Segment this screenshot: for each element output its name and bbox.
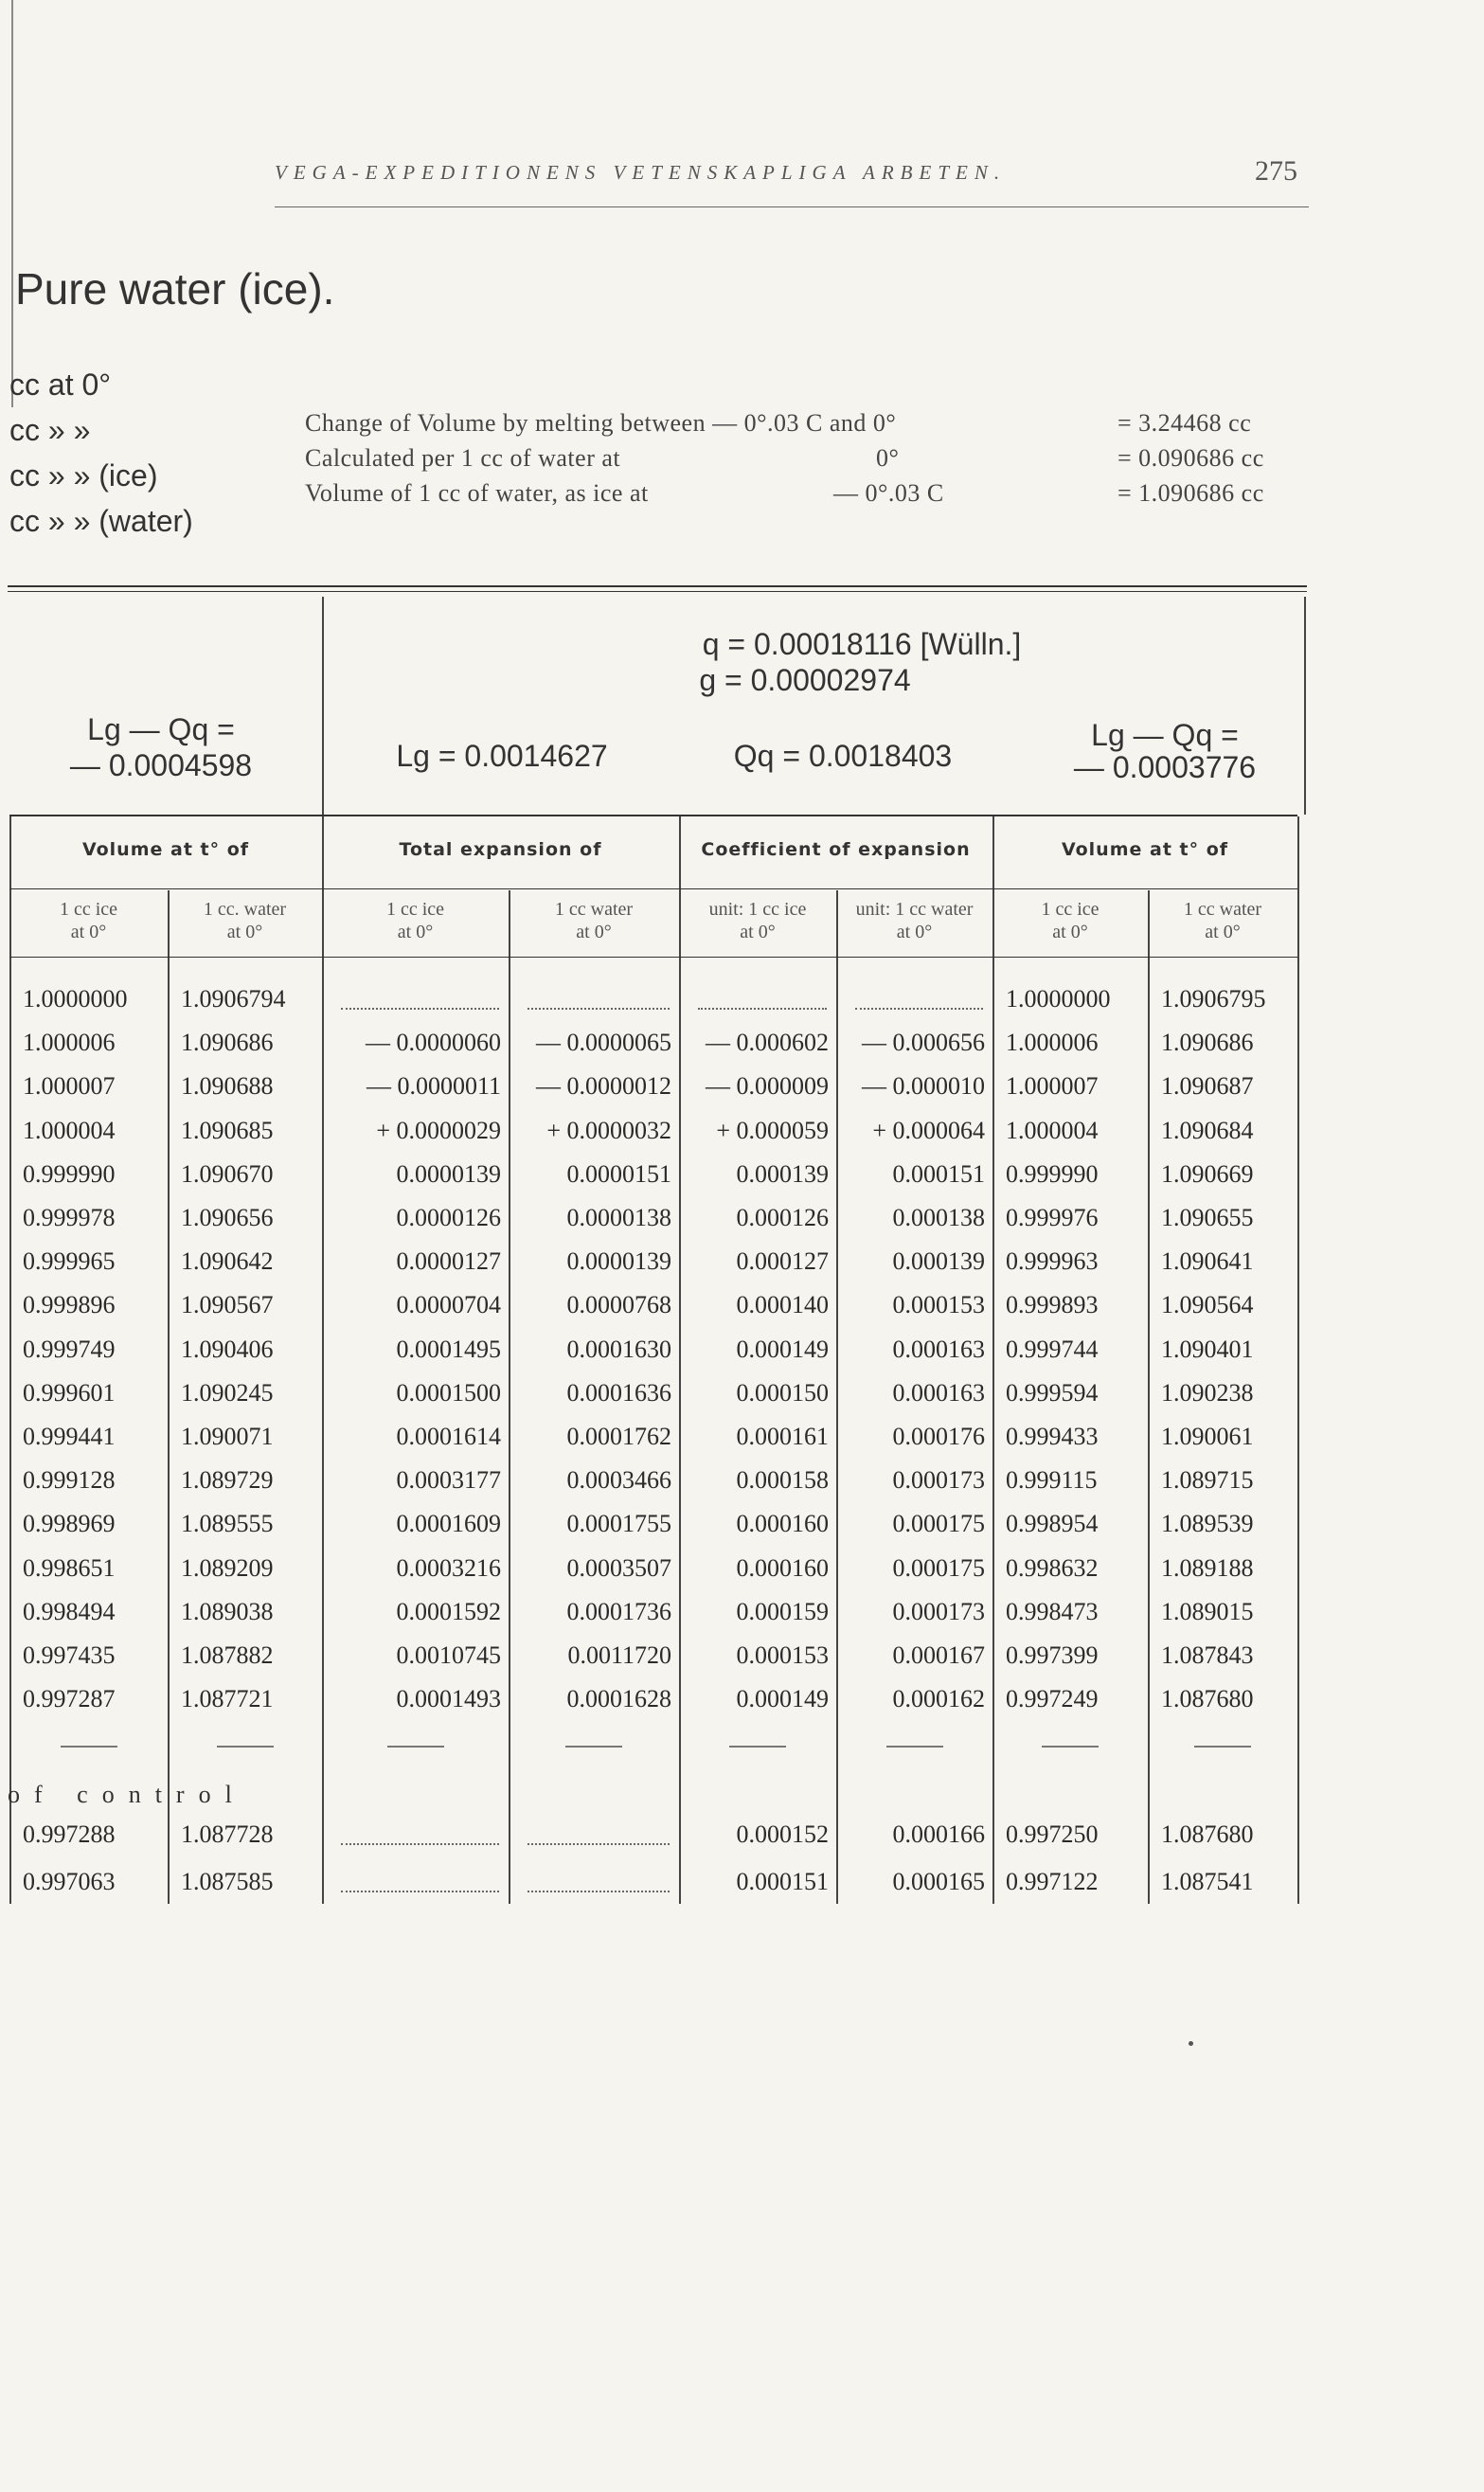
side-label: cc » » (water) (9, 504, 193, 538)
table-cell: 0.000127 (736, 1247, 829, 1276)
table-cell: 0.000151 (892, 1159, 985, 1188)
table-cell: 0.000150 (736, 1378, 829, 1407)
table-cell: 0.999744 (1006, 1335, 1099, 1363)
table-cell: 1.089038 (181, 1597, 274, 1625)
table-cell: 0.0003466 (566, 1466, 671, 1495)
table-cell: 1.000006 (1006, 1029, 1099, 1057)
column-divider (1148, 890, 1150, 1904)
table-cell: 0.0000704 (396, 1291, 501, 1319)
table-cell: 1.090655 (1161, 1204, 1254, 1231)
control-cell: 0.000151 (736, 1868, 829, 1895)
table-cell: 1.000007 (1006, 1072, 1099, 1101)
table-top-rule (8, 585, 1307, 587)
leader-dots (855, 1006, 983, 1010)
table-cell: 0.000162 (892, 1685, 985, 1713)
control-cell: 0.997250 (1006, 1820, 1099, 1848)
column-subheader: 1 cc. water at 0° (203, 899, 287, 942)
table-cell: 1.000004 (23, 1116, 116, 1144)
table-cell: 1.089188 (1161, 1553, 1254, 1582)
table-cell: 0.0000151 (566, 1159, 671, 1188)
column-end-dash (61, 1746, 117, 1748)
table-cell: 0.999893 (1006, 1291, 1099, 1319)
table-cell: 0.0010745 (396, 1641, 501, 1669)
table-cell: — 0.000602 (706, 1029, 829, 1057)
table-cell: 1.090245 (181, 1378, 274, 1407)
table-top-rule (8, 591, 1307, 592)
table-cell: 0.0000126 (396, 1204, 501, 1231)
subheader-bottom-rule (9, 957, 1297, 958)
table-cell: 1.090669 (1161, 1159, 1254, 1188)
table-cell: 0.0000138 (566, 1204, 671, 1231)
control-cell: 0.000165 (892, 1868, 985, 1895)
control-cell: 1.087680 (1161, 1820, 1254, 1848)
table-cell: 0.0001495 (396, 1335, 501, 1363)
table-cell: 0.0000768 (566, 1291, 671, 1319)
statement-text: Change of Volume by melting between — 0°.03 C and 0° (305, 409, 897, 437)
formula-left-value: — 0.0004598 (69, 748, 253, 782)
subheader-rule (9, 888, 1297, 889)
table-cell: 1.090071 (181, 1423, 274, 1450)
table-cell: 0.999441 (23, 1423, 116, 1450)
formula-left-label: Lg — Qq = (87, 712, 235, 746)
table-cell: 1.000004 (1006, 1116, 1099, 1144)
table-cell: 1.0906795 (1161, 985, 1266, 1013)
table-cell: 1.090685 (181, 1116, 274, 1144)
control-cell: 0.000166 (892, 1820, 985, 1848)
table-cell: 0.000138 (892, 1204, 985, 1231)
table-cell: 0.000175 (892, 1553, 985, 1582)
table-cell: 0.000163 (892, 1378, 985, 1407)
table-cell: 1.090686 (181, 1029, 274, 1057)
column-subheader: 1 cc water at 0° (1183, 899, 1262, 942)
table-cell: 1.090656 (181, 1204, 274, 1231)
table-cell: — 0.000010 (862, 1072, 985, 1101)
table-cell: 0.999990 (23, 1159, 116, 1188)
table-cell: 0.999896 (23, 1291, 116, 1319)
table-cell: 0.000159 (736, 1597, 829, 1625)
table-cell: 0.000158 (736, 1466, 829, 1495)
column-end-dash (217, 1746, 274, 1748)
table-cell: 1.090567 (181, 1291, 274, 1319)
column-divider (1297, 816, 1299, 1904)
table-cell: 0.999990 (1006, 1159, 1099, 1188)
table-cell: 1.090688 (181, 1072, 274, 1101)
control-cell: 1.087585 (181, 1868, 274, 1895)
column-divider (992, 1820, 994, 1902)
table-cell: 0.998954 (1006, 1510, 1099, 1538)
table-cell: 0.000153 (892, 1291, 985, 1319)
table-cell: 0.000139 (736, 1159, 829, 1188)
table-cell: 1.089209 (181, 1553, 274, 1582)
table-cell: + 0.000059 (716, 1116, 829, 1144)
table-cell: + 0.000064 (872, 1116, 985, 1144)
formula-q: q = 0.00018116 [Wülln.] (702, 627, 1022, 661)
column-divider (1148, 1820, 1150, 1902)
table-cell: 0.0001755 (566, 1510, 671, 1538)
table-cell: 0.998651 (23, 1553, 116, 1582)
control-cell: 1.087541 (1161, 1868, 1254, 1895)
side-label: cc » » (ice) (9, 458, 158, 493)
formula-qq: Qq = 0.0018403 (733, 739, 953, 773)
page-number: 275 (1255, 155, 1297, 187)
table-cell: + 0.0000029 (376, 1116, 501, 1144)
header-rule (275, 206, 1309, 207)
table-cell: 0.999963 (1006, 1247, 1099, 1276)
running-header: VEGA-EXPEDITIONENS VETENSKAPLIGA ARBETEN. (275, 161, 1007, 184)
group-header: Volume at t° of (1061, 839, 1229, 860)
column-end-dash (565, 1746, 622, 1748)
table-cell: 0.000153 (736, 1641, 829, 1669)
table-cell: 0.0001493 (396, 1685, 501, 1713)
column-divider (509, 1820, 510, 1902)
table-cell: — 0.000656 (862, 1029, 985, 1057)
table-cell: 1.087680 (1161, 1685, 1254, 1713)
column-end-dash (387, 1746, 444, 1748)
formula-lg: Lg = 0.0014627 (396, 739, 608, 773)
table-cell: 0.998473 (1006, 1597, 1099, 1625)
column-end-dash (1194, 1746, 1251, 1748)
group-header: Volume at t° of (81, 839, 250, 860)
statement-temp: — 0°.03 C (833, 479, 944, 507)
table-cell: 0.000175 (892, 1510, 985, 1538)
table-cell: 0.999965 (23, 1247, 116, 1276)
table-cell: 0.0001628 (566, 1685, 671, 1713)
table-cell: 0.998969 (23, 1510, 116, 1538)
table-cell: 0.000160 (736, 1510, 829, 1538)
control-cell: 0.997122 (1006, 1868, 1099, 1895)
table-cell: 1.087882 (181, 1641, 274, 1669)
control-cell: 0.000152 (736, 1820, 829, 1848)
control-cell: 0.997288 (23, 1820, 116, 1848)
table-cell: 0.999115 (1006, 1466, 1098, 1495)
table-cell: 0.0003216 (396, 1553, 501, 1582)
column-end-dash (729, 1746, 786, 1748)
table-cell: 0.999749 (23, 1335, 116, 1363)
column-end-dash (886, 1746, 943, 1748)
table-cell: 0.000149 (736, 1335, 829, 1363)
table-cell: 0.0001736 (566, 1597, 671, 1625)
stray-dot (1189, 2041, 1193, 2046)
column-divider (168, 1820, 170, 1902)
table-cell: — 0.0000012 (536, 1072, 671, 1101)
column-divider (679, 1820, 681, 1902)
table-cell: 0.999594 (1006, 1378, 1099, 1407)
table-cell: 1.089729 (181, 1466, 274, 1495)
column-divider (168, 890, 170, 1904)
table-cell: 0.997435 (23, 1641, 116, 1669)
statement-text: Volume of 1 cc of water, as ice at (305, 479, 649, 507)
leader-dots (698, 1006, 827, 1010)
table-cell: — 0.0000065 (536, 1029, 671, 1057)
table-cell: 1.0000000 (23, 985, 128, 1013)
table-cell: 0.000176 (892, 1423, 985, 1450)
leader-dots (341, 1889, 499, 1892)
table-cell: 0.000161 (736, 1423, 829, 1450)
table-cell: 0.997399 (1006, 1641, 1099, 1669)
statement-value: = 3.24468 cc (1117, 409, 1252, 437)
column-subheader: 1 cc ice at 0° (59, 899, 118, 942)
table-cell: 0.000139 (892, 1247, 985, 1276)
table-cell: 1.090642 (181, 1247, 274, 1276)
table-cell: 0.998494 (23, 1597, 116, 1625)
leader-dots (527, 1006, 670, 1010)
table-cell: 0.0001609 (396, 1510, 501, 1538)
section-title: Pure water (ice). (15, 264, 335, 314)
table-cell: 0.0001614 (396, 1423, 501, 1450)
control-cell: 0.997063 (23, 1868, 116, 1895)
table-cell: 0.0003507 (566, 1553, 671, 1582)
side-label: cc at 0° (9, 368, 112, 402)
statement-value: = 0.090686 cc (1117, 444, 1264, 472)
column-divider (836, 1820, 838, 1902)
formula-right-value: — 0.0003776 (1073, 750, 1257, 784)
column-divider (9, 816, 11, 1904)
column-end-dash (1042, 1746, 1099, 1748)
table-cell: 0.0000139 (566, 1247, 671, 1276)
table-cell: 0.0001592 (396, 1597, 501, 1625)
table-cell: 1.089555 (181, 1510, 274, 1538)
table-cell: 0.999976 (1006, 1204, 1099, 1231)
statement-value: = 1.090686 cc (1117, 479, 1264, 507)
leader-dots (527, 1841, 670, 1845)
column-subheader: 1 cc water at 0° (554, 899, 634, 942)
table-cell: — 0.0000011 (366, 1072, 501, 1101)
column-subheader: unit: 1 cc water at 0° (855, 899, 974, 942)
table-cell: 1.089015 (1161, 1597, 1254, 1625)
table-cell: + 0.0000032 (546, 1116, 671, 1144)
table-cell: 0.999128 (23, 1466, 116, 1495)
table-cell: 0.0001500 (396, 1378, 501, 1407)
table-cell: 0.000126 (736, 1204, 829, 1231)
formula-divider (322, 597, 324, 815)
table-cell: 1.090401 (1161, 1335, 1254, 1363)
statement-temp: 0° (876, 444, 900, 472)
table-cell: 1.087843 (1161, 1641, 1254, 1669)
table-cell: 0.0001630 (566, 1335, 671, 1363)
page-edge-line (11, 0, 13, 407)
table-cell: 1.090686 (1161, 1029, 1254, 1057)
column-divider (992, 816, 994, 1904)
table-cell: 0.000173 (892, 1466, 985, 1495)
table-cell: 1.090684 (1161, 1116, 1254, 1144)
table-cell: 0.998632 (1006, 1553, 1099, 1582)
table-cell: 0.0001636 (566, 1378, 671, 1407)
leader-dots (527, 1889, 670, 1892)
table-cell: 1.000007 (23, 1072, 116, 1101)
table-cell: 0.000140 (736, 1291, 829, 1319)
table-cell: 1.090238 (1161, 1378, 1254, 1407)
table-cell: 1.089715 (1161, 1466, 1254, 1495)
control-cell: 1.087728 (181, 1820, 274, 1848)
table-cell: 0.999601 (23, 1378, 116, 1407)
formula-g: g = 0.00002974 (699, 663, 911, 697)
side-label: cc » » (9, 413, 91, 447)
table-cell: 1.0000000 (1006, 985, 1111, 1013)
table-cell: 0.000167 (892, 1641, 985, 1669)
table-cell: 1.089539 (1161, 1510, 1254, 1538)
table-cell: 0.000149 (736, 1685, 829, 1713)
table-cell: 1.090687 (1161, 1072, 1254, 1101)
table-cell: 0.997249 (1006, 1685, 1099, 1713)
leader-dots (341, 1841, 499, 1845)
table-cell: 0.0000139 (396, 1159, 501, 1188)
table-cell: 0.000160 (736, 1553, 829, 1582)
table-cell: 1.090061 (1161, 1423, 1254, 1450)
table-cell: 1.087721 (181, 1685, 274, 1713)
column-subheader: unit: 1 cc ice at 0° (708, 899, 807, 942)
table-cell: 1.090406 (181, 1335, 274, 1363)
column-subheader: 1 cc ice at 0° (385, 899, 445, 942)
formula-right-label: Lg — Qq = (1091, 718, 1239, 752)
table-cell: 0.000173 (892, 1597, 985, 1625)
group-header: Coefficient of expansion (701, 839, 971, 860)
table-cell: 0.999978 (23, 1204, 116, 1231)
table-cell: 0.0001762 (566, 1423, 671, 1450)
control-label: of control (8, 1781, 246, 1808)
statement-text: Calculated per 1 cc of water at (305, 444, 621, 472)
group-header: Total expansion of (399, 839, 602, 860)
table-cell: — 0.0000060 (366, 1029, 501, 1057)
table-cell: 1.090641 (1161, 1247, 1254, 1276)
table-cell: 0.0000127 (396, 1247, 501, 1276)
table-cell: 1.000006 (23, 1029, 116, 1057)
table-cell: 1.090670 (181, 1159, 274, 1188)
column-divider (322, 1820, 324, 1902)
table-cell: 1.0906794 (181, 985, 286, 1013)
table-cell: 0.0003177 (396, 1466, 501, 1495)
table-cell: 0.997287 (23, 1685, 116, 1713)
leader-dots (341, 1006, 499, 1010)
table-cell: 1.090564 (1161, 1291, 1254, 1319)
column-subheader: 1 cc ice at 0° (1041, 899, 1100, 942)
header-divider (9, 815, 1297, 816)
table-cell: 0.0011720 (567, 1641, 671, 1669)
table-cell: 0.000163 (892, 1335, 985, 1363)
table-cell: 0.999433 (1006, 1423, 1099, 1450)
table-cell: — 0.000009 (706, 1072, 829, 1101)
